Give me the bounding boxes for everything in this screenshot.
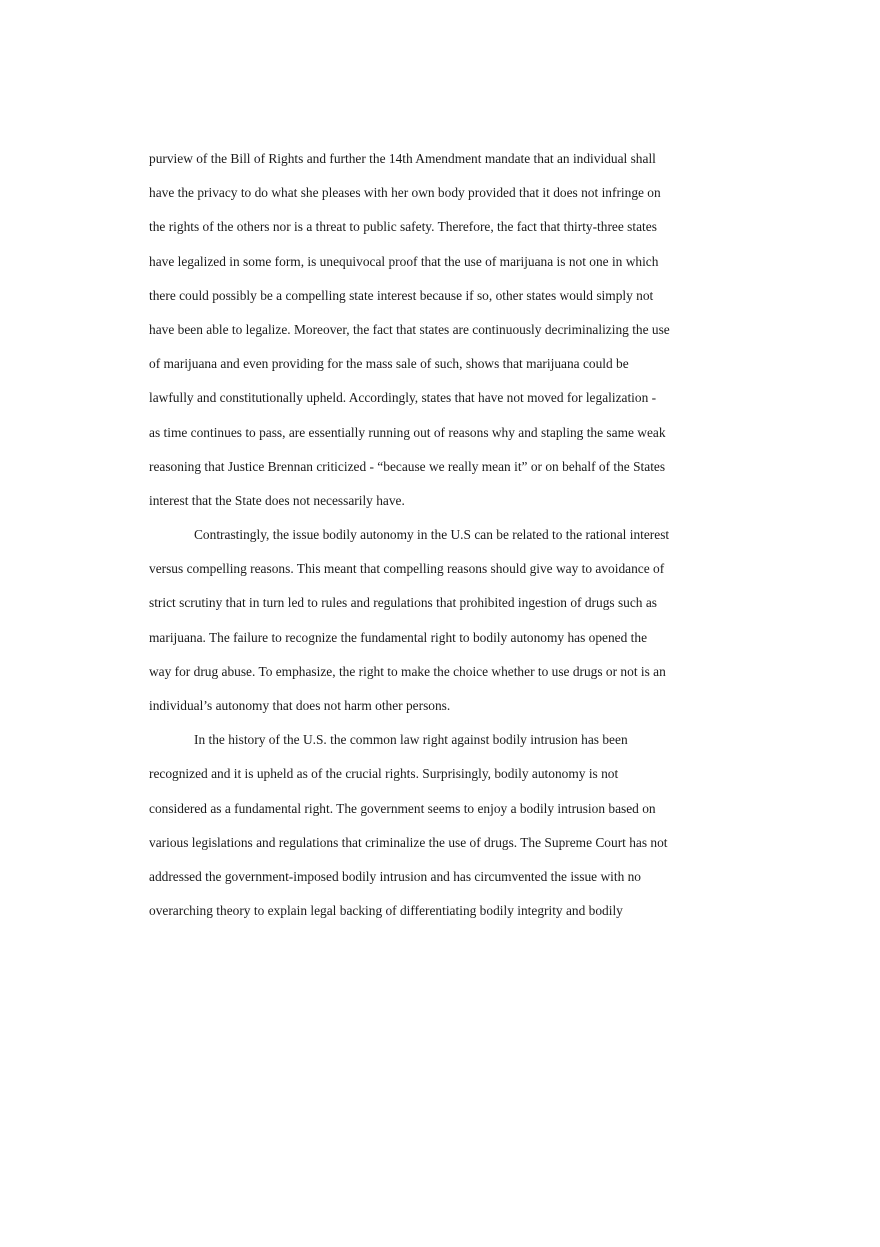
text-line: overarching theory to explain legal backing of differentiating bodily integrity and bodily <box>149 903 623 919</box>
text-line: have legalized in some form, is unequivocal proof that the use of marijuana is not one in which <box>149 253 659 269</box>
text-line: the rights of the others nor is a threat to public safety. Therefore, the fact that thirty-three states <box>149 219 657 235</box>
text-line: lawfully and constitutionally upheld. Accordingly, states that have not moved for legalization - <box>149 390 657 406</box>
text-line: purview of the Bill of Rights and further the 14th Amendment mandate that an individual shall <box>149 151 656 166</box>
paragraph <box>149 725 731 930</box>
text-line: there could possibly be a compelling state interest because if so, other states would simply not <box>149 287 654 303</box>
text-line: marijuana. The failure to recognize the fundamental right to bodily autonomy has opened the <box>149 629 648 645</box>
text-line: have been able to legalize. Moreover, the fact that states are continuously decriminalizing the use <box>149 321 670 337</box>
text-line: versus compelling reasons. This meant that compelling reasons should give way to avoidance of <box>149 561 665 577</box>
text-line: reasoning that Justice Brennan criticized - “because we really mean it” or on behalf of the States <box>149 458 666 474</box>
text-line: various legislations and regulations that criminalize the use of drugs. The Supreme Court has not <box>149 834 668 850</box>
text-line: In the history of the U.S. the common law right against bodily intrusion has been <box>194 732 628 748</box>
text-line: of marijuana and even providing for the mass sale of such, shows that marijuana could be <box>149 356 629 372</box>
text-line: way for drug abuse. To emphasize, the right to make the choice whether to use drugs or not is an <box>149 663 666 679</box>
paragraph <box>149 144 731 520</box>
text-line: addressed the government-imposed bodily intrusion and has circumvented the issue with no <box>149 868 642 884</box>
text-line: interest that the State does not necessarily have. <box>149 492 405 508</box>
text-line: have the privacy to do what she pleases with her own body provided that it does not infringe on <box>149 185 661 201</box>
paragraph <box>149 520 731 725</box>
text-line: as time continues to pass, are essentially running out of reasons why and stapling the same weak <box>149 424 666 440</box>
body-text <box>149 144 731 930</box>
text-line: strict scrutiny that in turn led to rules and regulations that prohibited ingestion of drugs such as <box>149 595 658 611</box>
text-line: individual’s autonomy that does not harm other persons. <box>149 698 451 713</box>
text-line: Contrastingly, the issue bodily autonomy in the U.S can be related to the rational interest <box>194 527 670 543</box>
text-line: considered as a fundamental right. The government seems to enjoy a bodily intrusion based on <box>149 800 656 816</box>
text-line: recognized and it is upheld as of the crucial rights. Surprisingly, bodily autonomy is not <box>149 766 619 782</box>
